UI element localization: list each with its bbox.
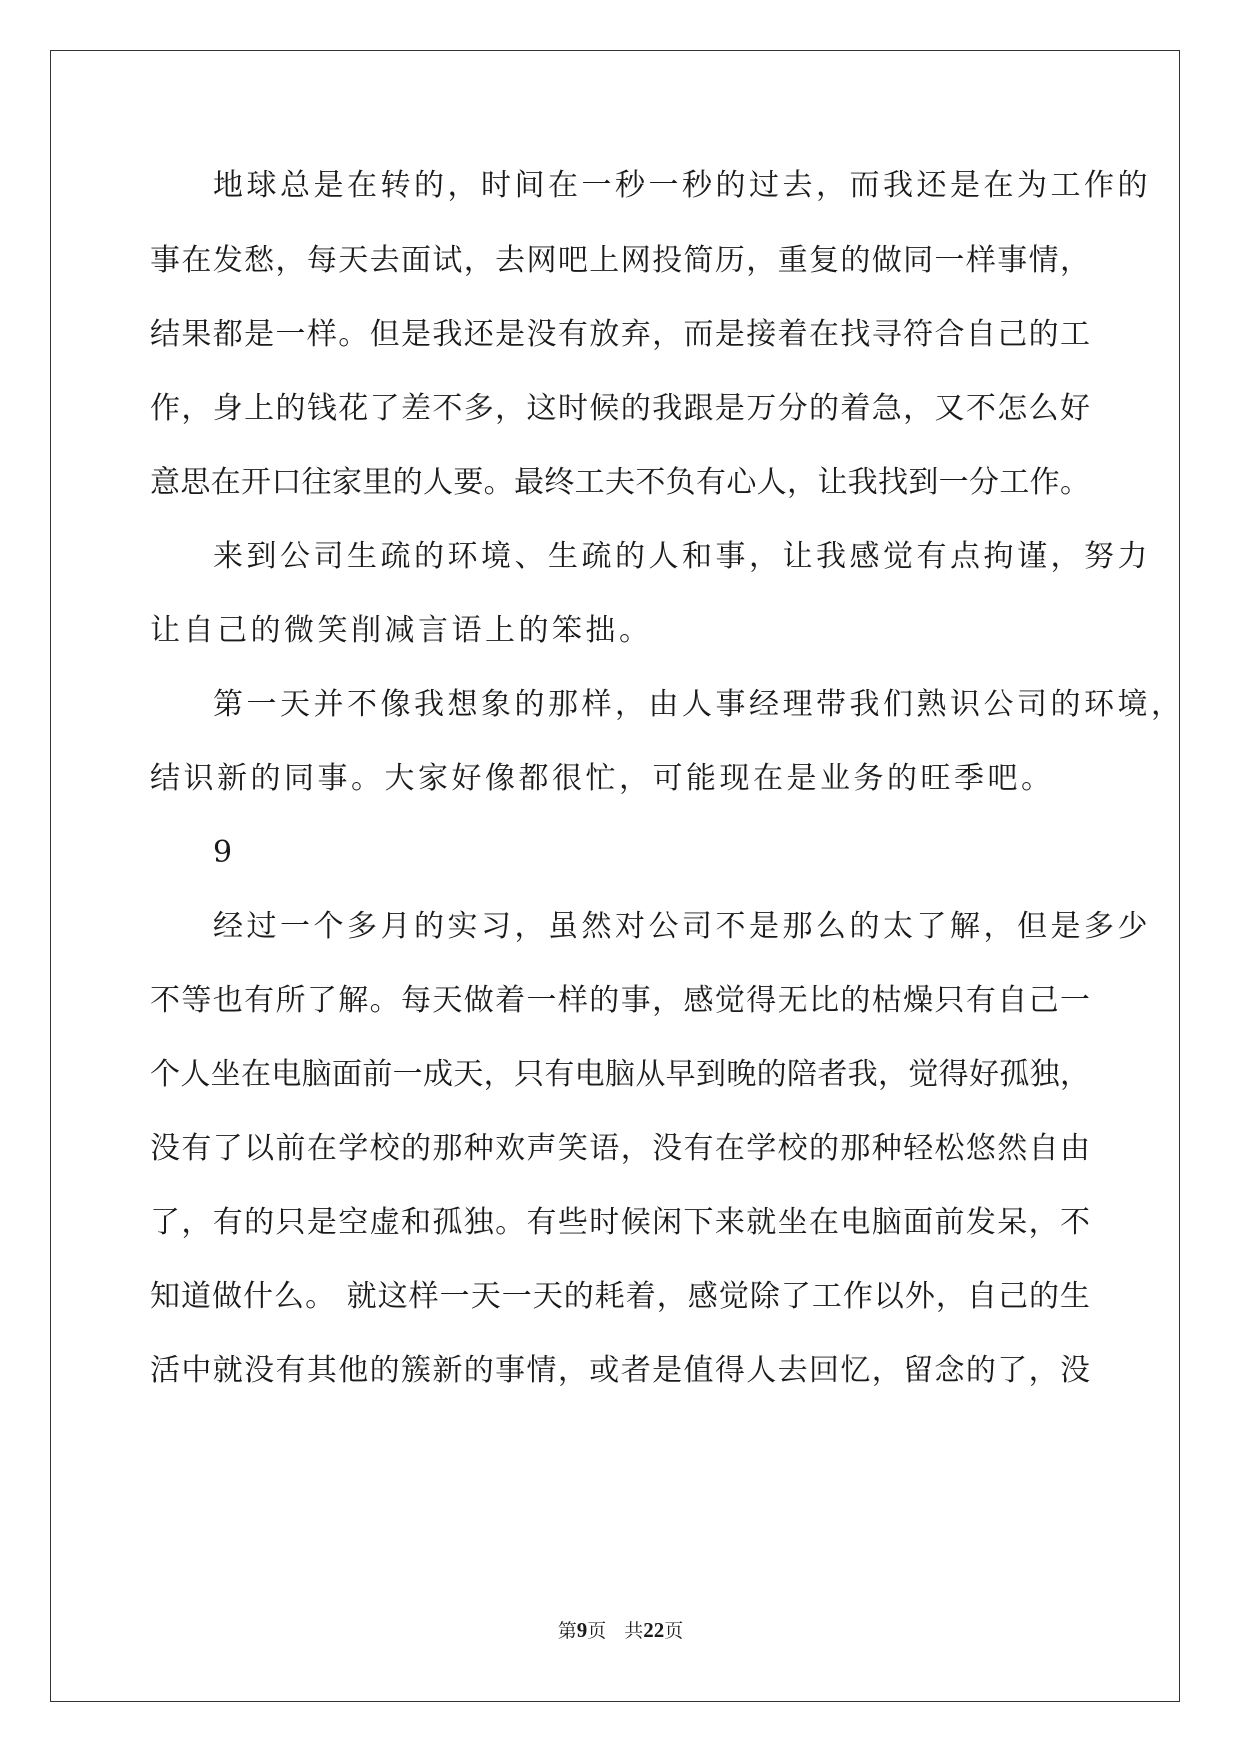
page-footer [0, 1618, 1241, 1643]
text-line: 结果都是一样。但是我还是没有放弃，而是接着在找寻符合自己的工 [150, 317, 1090, 352]
page-prefix: 第 [557, 1620, 577, 1642]
total-unit: 页 [664, 1620, 684, 1642]
text-line: 经过一个多月的实习，虽然对公司不是那么的太了解，但是多少 [213, 909, 1151, 944]
text-line: 来到公司生疏的环境、生疏的人和事，让我感觉有点拘谨，努力 [213, 539, 1151, 574]
text-line: 意思在开口往家里的人要。最终工夫不负有心人，让我找到一分工作。 [150, 465, 1090, 500]
page-unit: 页 [587, 1620, 607, 1642]
text-line: 作，身上的钱花了差不多，这时候的我跟是万分的着急，又不怎么好 [150, 391, 1090, 426]
text-line: 活中就没有其他的簇新的事情，或者是值得人去回忆，留念的了，没 [150, 1353, 1090, 1388]
text-line: 不等也有所了解。每天做着一样的事，感觉得无比的枯燥只有自己一 [150, 983, 1090, 1018]
total-prefix: 共 [624, 1620, 644, 1642]
text-line: 了，有的只是空虚和孤独。有些时候闲下来就坐在电脑面前发呆，不 [150, 1205, 1090, 1240]
text-line: 结识新的同事。大家好像都很忙，可能现在是业务的旺季吧。 [150, 761, 1055, 796]
text-line: 让自己的微笑削减言语上的笨拙。 [150, 613, 653, 648]
text-line: 地球总是在转的，时间在一秒一秒的过去，而我还是在为工作的 [213, 168, 1151, 203]
text-line: 知道做什么。 就这样一天一天的耗着，感觉除了工作以外，自己的生 [150, 1279, 1090, 1314]
text-line: 没有了以前在学校的那种欢声笑语，没有在学校的那种轻松悠然自由 [150, 1131, 1090, 1166]
text-line: 个人坐在电脑面前一成天，只有电脑从早到晚的陪者我，觉得好孤独， [150, 1057, 1090, 1092]
page-border [50, 50, 1185, 1702]
text-line: 第一天并不像我想象的那样，由人事经理带我们熟识公司的环境， [213, 687, 1185, 722]
text-line: 事在发愁，每天去面试，去网吧上网投简历，重复的做同一样事情， [150, 243, 1090, 278]
page-current: 9 [576, 1618, 588, 1642]
text-line: 9 [213, 835, 236, 870]
page-total: 22 [643, 1618, 665, 1642]
